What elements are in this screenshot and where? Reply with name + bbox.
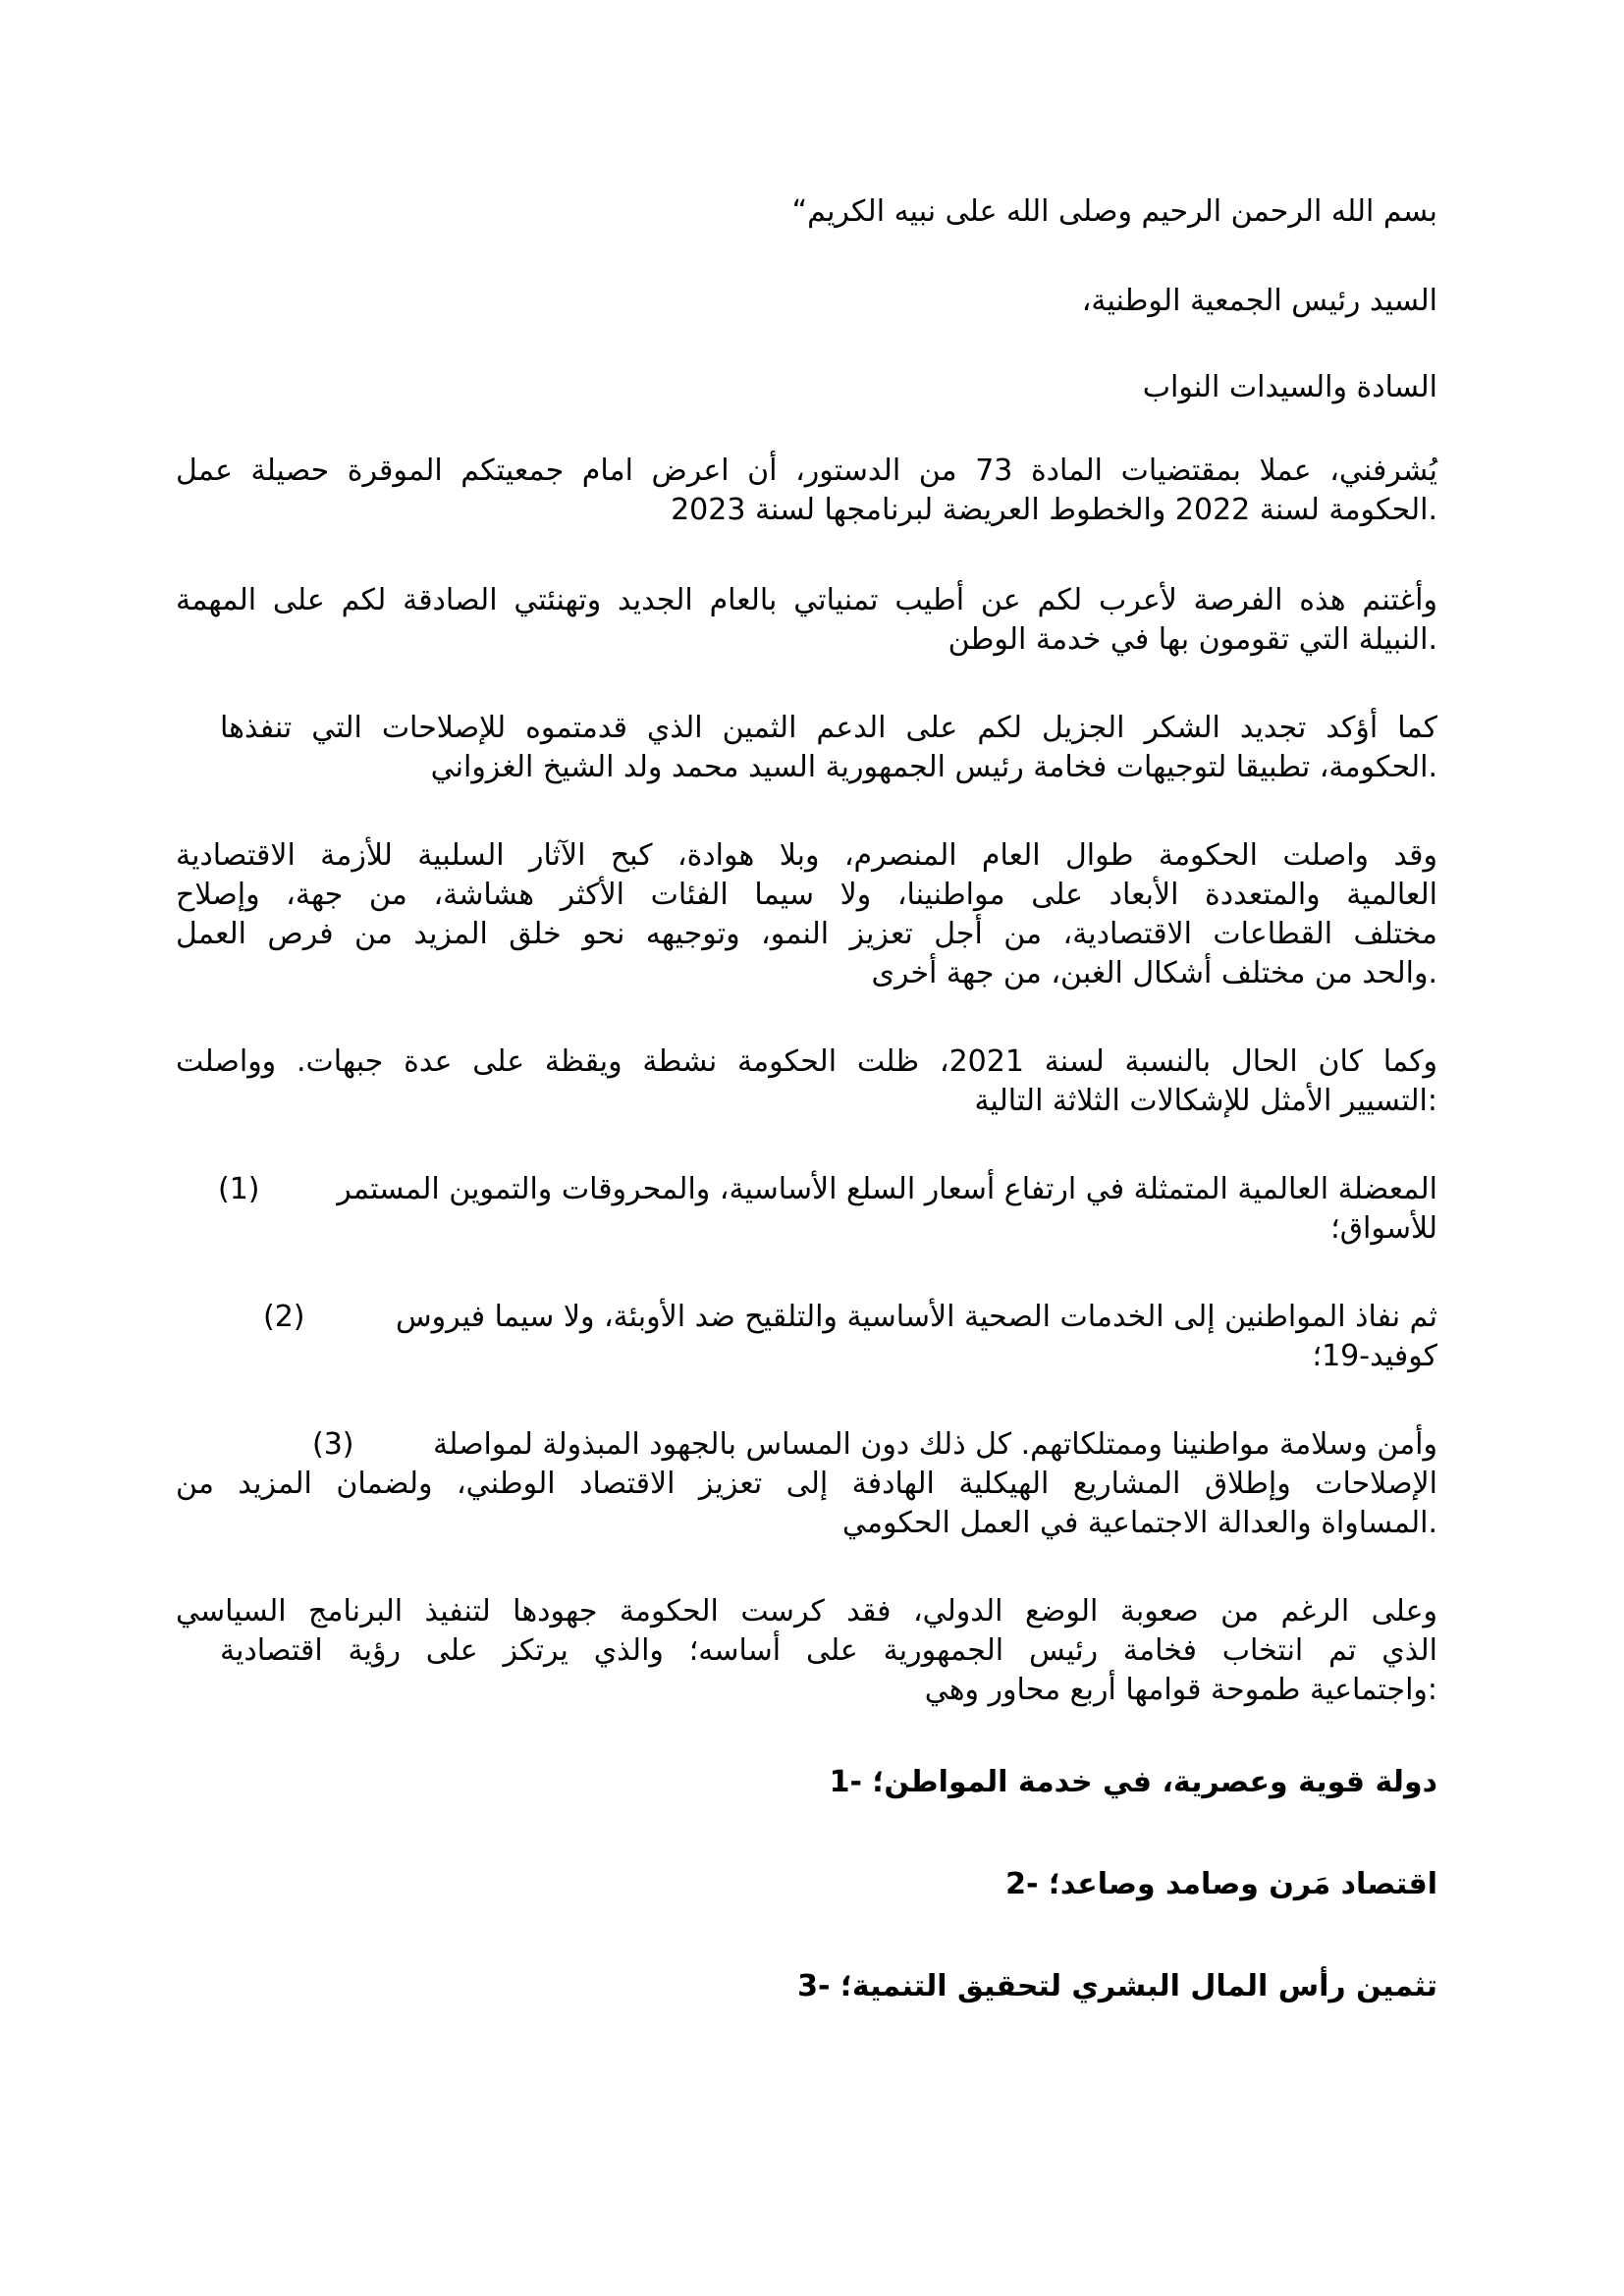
list-item-3-line-1: وأمن وسلامة مواطنينا وممتلكاتهم. كل ذلك دون المساس بالجهود المبذولة لمواصلة: [433, 1427, 1437, 1462]
paragraph-2-line-2: .النبيلة التي تقومون بها في خدمة الوطن: [947, 622, 1437, 657]
paragraph-3-line-1: كما أؤكد تجديد الشكر الجزيل لكم على الدعم الثمين الذي قدمتموه للإصلاحات التي تنفذها: [220, 711, 1437, 745]
paragraph-5-line-1: وكما كان الحال بالنسبة لسنة 2021، ظلت الحكومة نشطة ويقظة على عدة جبهات. وواصلت: [176, 1044, 1438, 1079]
axis-heading-3: تثمين رأس المال البشري لتحقيق التنمية؛ -3: [797, 1969, 1437, 2003]
list-item-1-number: (1): [218, 1172, 260, 1206]
paragraph-3-line-2: .الحكومة، تطبيقا لتوجيهات فخامة رئيس الجمهورية السيد محمد ولد الشيخ الغزواني: [430, 750, 1437, 784]
paragraph-5-line-2: :التسيير الأمثل للإشكالات الثلاثة التالية: [974, 1084, 1437, 1118]
list-item-2-number: (2): [263, 1300, 305, 1334]
paragraph-4-line-1: وقد واصلت الحكومة طوال العام المنصرم، وبلا هوادة، كبح الآثار السلبية للأزمة الاقتصادية: [176, 838, 1437, 873]
axis-heading-1: دولة قوية وعصرية، في خدمة المواطن؛ -1: [829, 1765, 1437, 1799]
list-item-1-line-1: المعضلة العالمية المتمثلة في ارتفاع أسعار السلع الأساسية، والمحروقات والتموين المستمر: [337, 1172, 1437, 1206]
paragraph-6-line-2: الذي تم انتخاب فخامة رئيس الجمهورية على أساسه؛ والذي يرتكز على رؤية اقتصادية: [220, 1633, 1437, 1668]
salutation-deputies: السادة والسيدات النواب: [1142, 370, 1437, 404]
paragraph-2-line-1: وأغتنم هذه الفرصة لأعرب لكم عن أطيب تمنياتي بالعام الجديد وتهنئتي الصادقة لكم على المهمة: [176, 583, 1437, 617]
paragraph-1-line-1: يُشرفني، عملا بمقتضيات المادة 73 من الدستور، أن اعرض امام جمعيتكم الموقرة حصيلة عمل: [176, 454, 1437, 488]
basmala-line: بسم الله الرحمن الرحيم وصلى الله على نبيه الكريم“: [791, 194, 1437, 229]
paragraph-6-line-1: وعلى الرغم من صعوبة الوضع الدولي، فقد كرست الحكومة جهودها لتنفيذ البرنامج السياسي: [176, 1594, 1437, 1629]
paragraph-6-line-3: :واجتماعية طموحة قوامها أربع محاور وهي: [924, 1673, 1437, 1707]
list-item-3-number: (3): [312, 1427, 354, 1462]
paragraph-4-line-4: .والحد من مختلف أشكال الغبن، من جهة أخرى: [871, 956, 1437, 990]
paragraph-1-line-2: .الحكومة لسنة 2022 والخطوط العريضة لبرنامجها لسنة 2023: [671, 493, 1437, 527]
salutation-president: السيد رئيس الجمعية الوطنية،: [1081, 284, 1437, 318]
paragraph-4-line-3: مختلف القطاعات الاقتصادية، من أجل تعزيز النمو، وتوجيهه نحو خلق المزيد من فرص العمل: [176, 917, 1437, 951]
list-item-2-line-1: ثم نفاذ المواطنين إلى الخدمات الصحية الأساسية والتلقيح ضد الأوبئة، ولا سيما فيروس: [396, 1300, 1437, 1334]
list-item-3-line-3: .المساواة والعدالة الاجتماعية في العمل الحكومي: [841, 1506, 1437, 1540]
list-item-3-line-2: الإصلاحات وإطلاق المشاريع الهيكلية الهادفة إلى تعزيز الاقتصاد الوطني، ولضمان المزيد من: [176, 1467, 1437, 1501]
axis-heading-2: اقتصاد مَرن وصامد وصاعد؛ -2: [1005, 1867, 1437, 1901]
paragraph-4-line-2: العالمية والمتعددة الأبعاد على مواطنينا، ولا سيما الفئات الأكثر هشاشة، من جهة، وإصلاح: [176, 878, 1437, 912]
list-item-1-line-2: للأسواق؛: [1330, 1211, 1437, 1246]
list-item-2-line-2: كوفيد-19؛: [1312, 1339, 1437, 1373]
